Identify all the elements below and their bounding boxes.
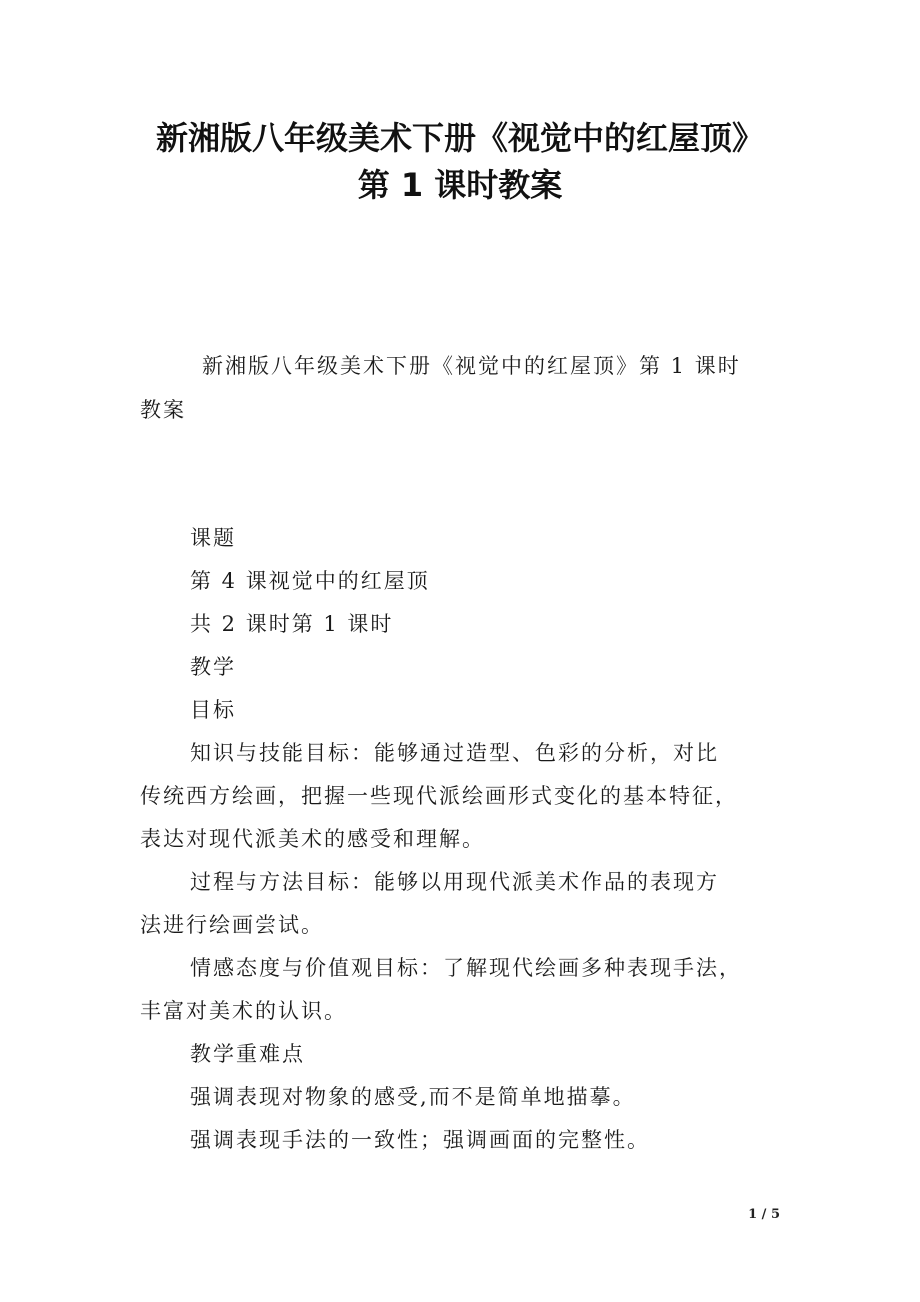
lesson-count: 共 2 课时第 1 课时 [190,612,394,636]
key-points-heading: 教学重难点 [190,1042,305,1066]
subtitle-line-1: 新湘版八年级美术下册《视觉中的红屋顶》第 1 课时 [202,354,741,378]
objectives-label: 目标 [190,698,236,722]
document-title-line-2: 第 1 课时教案 [357,166,563,204]
process-objective-line-1: 过程与方法目标：能够以用现代派美术作品的表现方 [190,870,719,894]
emotion-objective-line-1: 情感态度与价值观目标：了解现代绘画多种表现手法， [190,956,742,980]
knowledge-objective-line-1: 知识与技能目标：能够通过造型、色彩的分析，对比 [190,741,719,765]
subtitle-line-2: 教案 [140,398,186,422]
lesson-name: 第 4 课视觉中的红屋顶 [190,569,430,593]
key-point-1: 强调表现对物象的感受,而不是简单地描摹。 [190,1085,636,1109]
key-point-2: 强调表现手法的一致性；强调画面的完整性。 [190,1128,650,1152]
topic-label: 课题 [190,526,236,550]
knowledge-objective-line-3: 表达对现代派美术的感受和理解。 [140,827,485,851]
process-objective-line-2: 法进行绘画尝试。 [140,913,324,937]
teaching-label: 教学 [190,655,236,679]
page-number: 1 / 5 [748,1207,780,1222]
knowledge-objective-line-2: 传统西方绘画，把握一些现代派绘画形式变化的基本特征， [140,784,738,808]
document-title-line-1: 新湘版八年级美术下册《视觉中的红屋顶》 [155,119,764,157]
emotion-objective-line-2: 丰富对美术的认识。 [140,999,347,1023]
